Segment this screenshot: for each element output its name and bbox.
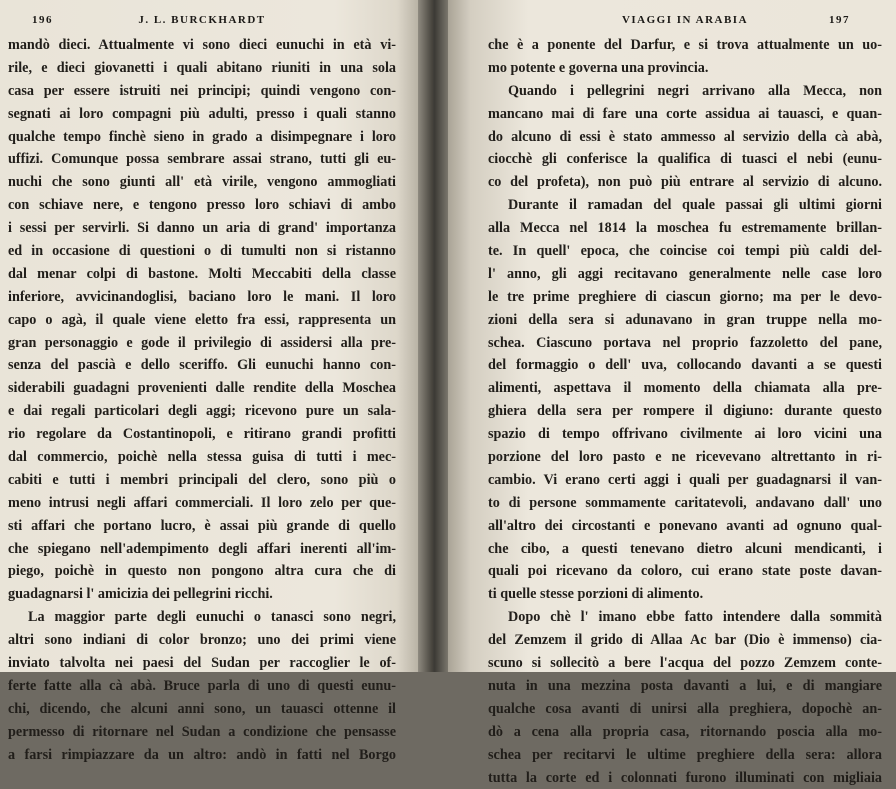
text-line: schea per recitarvi le ultime preghiere della sera: allora [488,744,882,767]
right-page-number: 197 [829,14,850,26]
book-gutter [418,0,448,672]
text-line: quali poi ricevano da coloro, cui erano state poste davan- [488,560,882,583]
text-line: mo potente e governa una provincia. [488,57,882,80]
text-line: che è a ponente del Darfur, e si trova attualmente un uo- [488,34,882,57]
text-line: alimenti, aspettava il momento della chiamata alla pre- [488,377,882,400]
text-line: casa per essere istruiti nei principi; quindi vengono con- [8,80,396,103]
text-line: to di persone sommamente caritatevoli, andavano dall' uno [488,492,882,515]
text-line: do alcuno di essi è stato ammesso al servizio della cà abà, [488,126,882,149]
text-line: l' anno, gli aggi recitavano generalmente nelle case loro [488,263,882,286]
text-line: La maggior parte degli eunuchi o tanasci sono negri, [8,606,396,629]
right-running-head: VIAGGI IN ARABIA [488,14,882,26]
text-line: piego, poichè in questo non pongono altra cura che di [8,560,396,583]
text-line: senza del pascià e dello sceriffo. Gli eunuchi hanno con- [8,354,396,377]
text-line: scuno si sollecitò a bere l'acqua del pozzo Zemzem conte- [488,652,882,675]
text-line: porzione del loro pasto e ne ricevevano altrettanto in ri- [488,446,882,469]
text-line: a farsi rimpiazzare da un altro: andò in fatti nel Borgo [8,744,396,767]
text-line: rile, e dieci giovanetti i quali abitano riuniti in una sola [8,57,396,80]
text-line: all'altro dei circostanti e ponevano avanti ad ognuno qual- [488,515,882,538]
text-line: siderabili guadagni provenienti dalle rendite della Moschea [8,377,396,400]
right-page-text [488,34,882,789]
text-line: rio regolare da Costantinopoli, e ritirano grandi profitti [8,423,396,446]
text-line: spazio di tempo offrivano civilmente ai loro vicini una [488,423,882,446]
text-line: le tre prime preghiere di ciascun giorno; ma per le devo- [488,286,882,309]
text-line: del Zemzem il grido di Allaa Ac bar (Dio è immenso) cia- [488,629,882,652]
text-line: gran personaggio e gode il privilegio di assidersi alla pre- [8,332,396,355]
left-page-header [8,8,396,34]
right-page-header [488,8,882,34]
text-line: altri sono indiani di color bronzo; uno dei primi viene [8,629,396,652]
text-line: nuchi che sono giunti all' età virile, vengono ammogliati [8,171,396,194]
text-line: meno intrusi negli affari commerciali. Il loro zelo per que- [8,492,396,515]
text-line: del formaggio o dell' uva, collocando davanti a se questi [488,354,882,377]
text-line: segnati ai loro compagni più adulti, presso i quali stanno [8,103,396,126]
text-line: cambio. Vi erano certi aggi i quali per guadagnarsi il van- [488,469,882,492]
left-page-text [8,34,396,767]
text-line: e dai regali particolari degli aggi; ricevono pure un sala- [8,400,396,423]
text-line: nuta in una mezzina posta davanti a lui, e di mangiare [488,675,882,698]
text-line: tutta la corte ed i colonnati furono illuminati con migliaia [488,767,882,789]
text-line: i sessi per servirli. Si danno un aria di grand' importanza [8,217,396,240]
text-line: cabiti e tutti i membri principali del clero, sono più o [8,469,396,492]
text-line: co del profeta), non può più entrare al servizio di alcuno. [488,171,882,194]
text-line: ferte fatte alla cà abà. Bruce parla di uno di questi eunu- [8,675,396,698]
text-line: dò a cena alla propria casa, ritornando poscia alla mo- [488,721,882,744]
left-page-number: 196 [32,14,53,26]
text-line: capo o agà, il quale viene eletto fra essi, rappresenta un [8,309,396,332]
text-line: Durante il ramadan del quale passai gli ultimi giorni [488,194,882,217]
text-line: guadagnarsi l' amicizia dei pellegrini ricchi. [8,583,396,606]
right-page [448,0,896,672]
text-line: ed in occasione di questioni o di tumulti non si ristanno [8,240,396,263]
text-line: che cibo, a questi tenevano dietro alcuni mendicanti, i [488,538,882,561]
text-line: qualche cosa avanti di unirsi alla preghiera, dopochè an- [488,698,882,721]
text-line: mandò dieci. Attualmente vi sono dieci eunuchi in età vi- [8,34,396,57]
text-line: zioni della sera si adunavano in gran truppe nella mo- [488,309,882,332]
left-running-head: J. L. BURCKHARDT [8,14,396,26]
text-line: mancano mai di fare una corte assidua ai tauasci, e quan- [488,103,882,126]
text-line: alla Mecca nel 1814 la moschea fu estremamente brillan- [488,217,882,240]
text-line: dal menar colpi di bastone. Molti Meccabiti della classe [8,263,396,286]
text-line: sti affari che portano lucro, è assai più grande di quello [8,515,396,538]
text-line: ghiera della sera per rompere il digiuno: durante questo [488,400,882,423]
text-line: Dopo chè l' imano ebbe fatto intendere dalla sommità [488,606,882,629]
text-line: chi, dicendo, che alcuni anni sono, un tauasci ottenne il [8,698,396,721]
left-page [0,0,418,672]
text-line: con schiave nere, e tengono presso loro schiavi di ambo [8,194,396,217]
text-line: inviato talvolta nei paesi del Sudan per raccoglier le of- [8,652,396,675]
text-line: inferiore, avvicinandoglisi, baciano loro le mani. Il loro [8,286,396,309]
text-line: permesso di ritornare nel Sudan a condizione che pensasse [8,721,396,744]
text-line: te. In quell' epoca, che coincise coi tempi più caldi del- [488,240,882,263]
text-line: qualche tempo finchè sieno in grado a disimpegnare i loro [8,126,396,149]
text-line: ciocchè gli conferisce la qualifica di tuasci el nebi (eunu- [488,148,882,171]
text-line: Quando i pellegrini negri arrivano alla Mecca, non [488,80,882,103]
text-line: ti quelle stesse porzioni di alimento. [488,583,882,606]
text-line: dal commercio, poichè nella stessa guisa di tutti i mec- [8,446,396,469]
text-line: uffizi. Comunque possa sembrare assai strano, tutti gli eu- [8,148,396,171]
text-line: che spiegano nell'adempimento degli affari inerenti all'im- [8,538,396,561]
text-line: schea. Ciascuno portava nel proprio fazzoletto del pane, [488,332,882,355]
